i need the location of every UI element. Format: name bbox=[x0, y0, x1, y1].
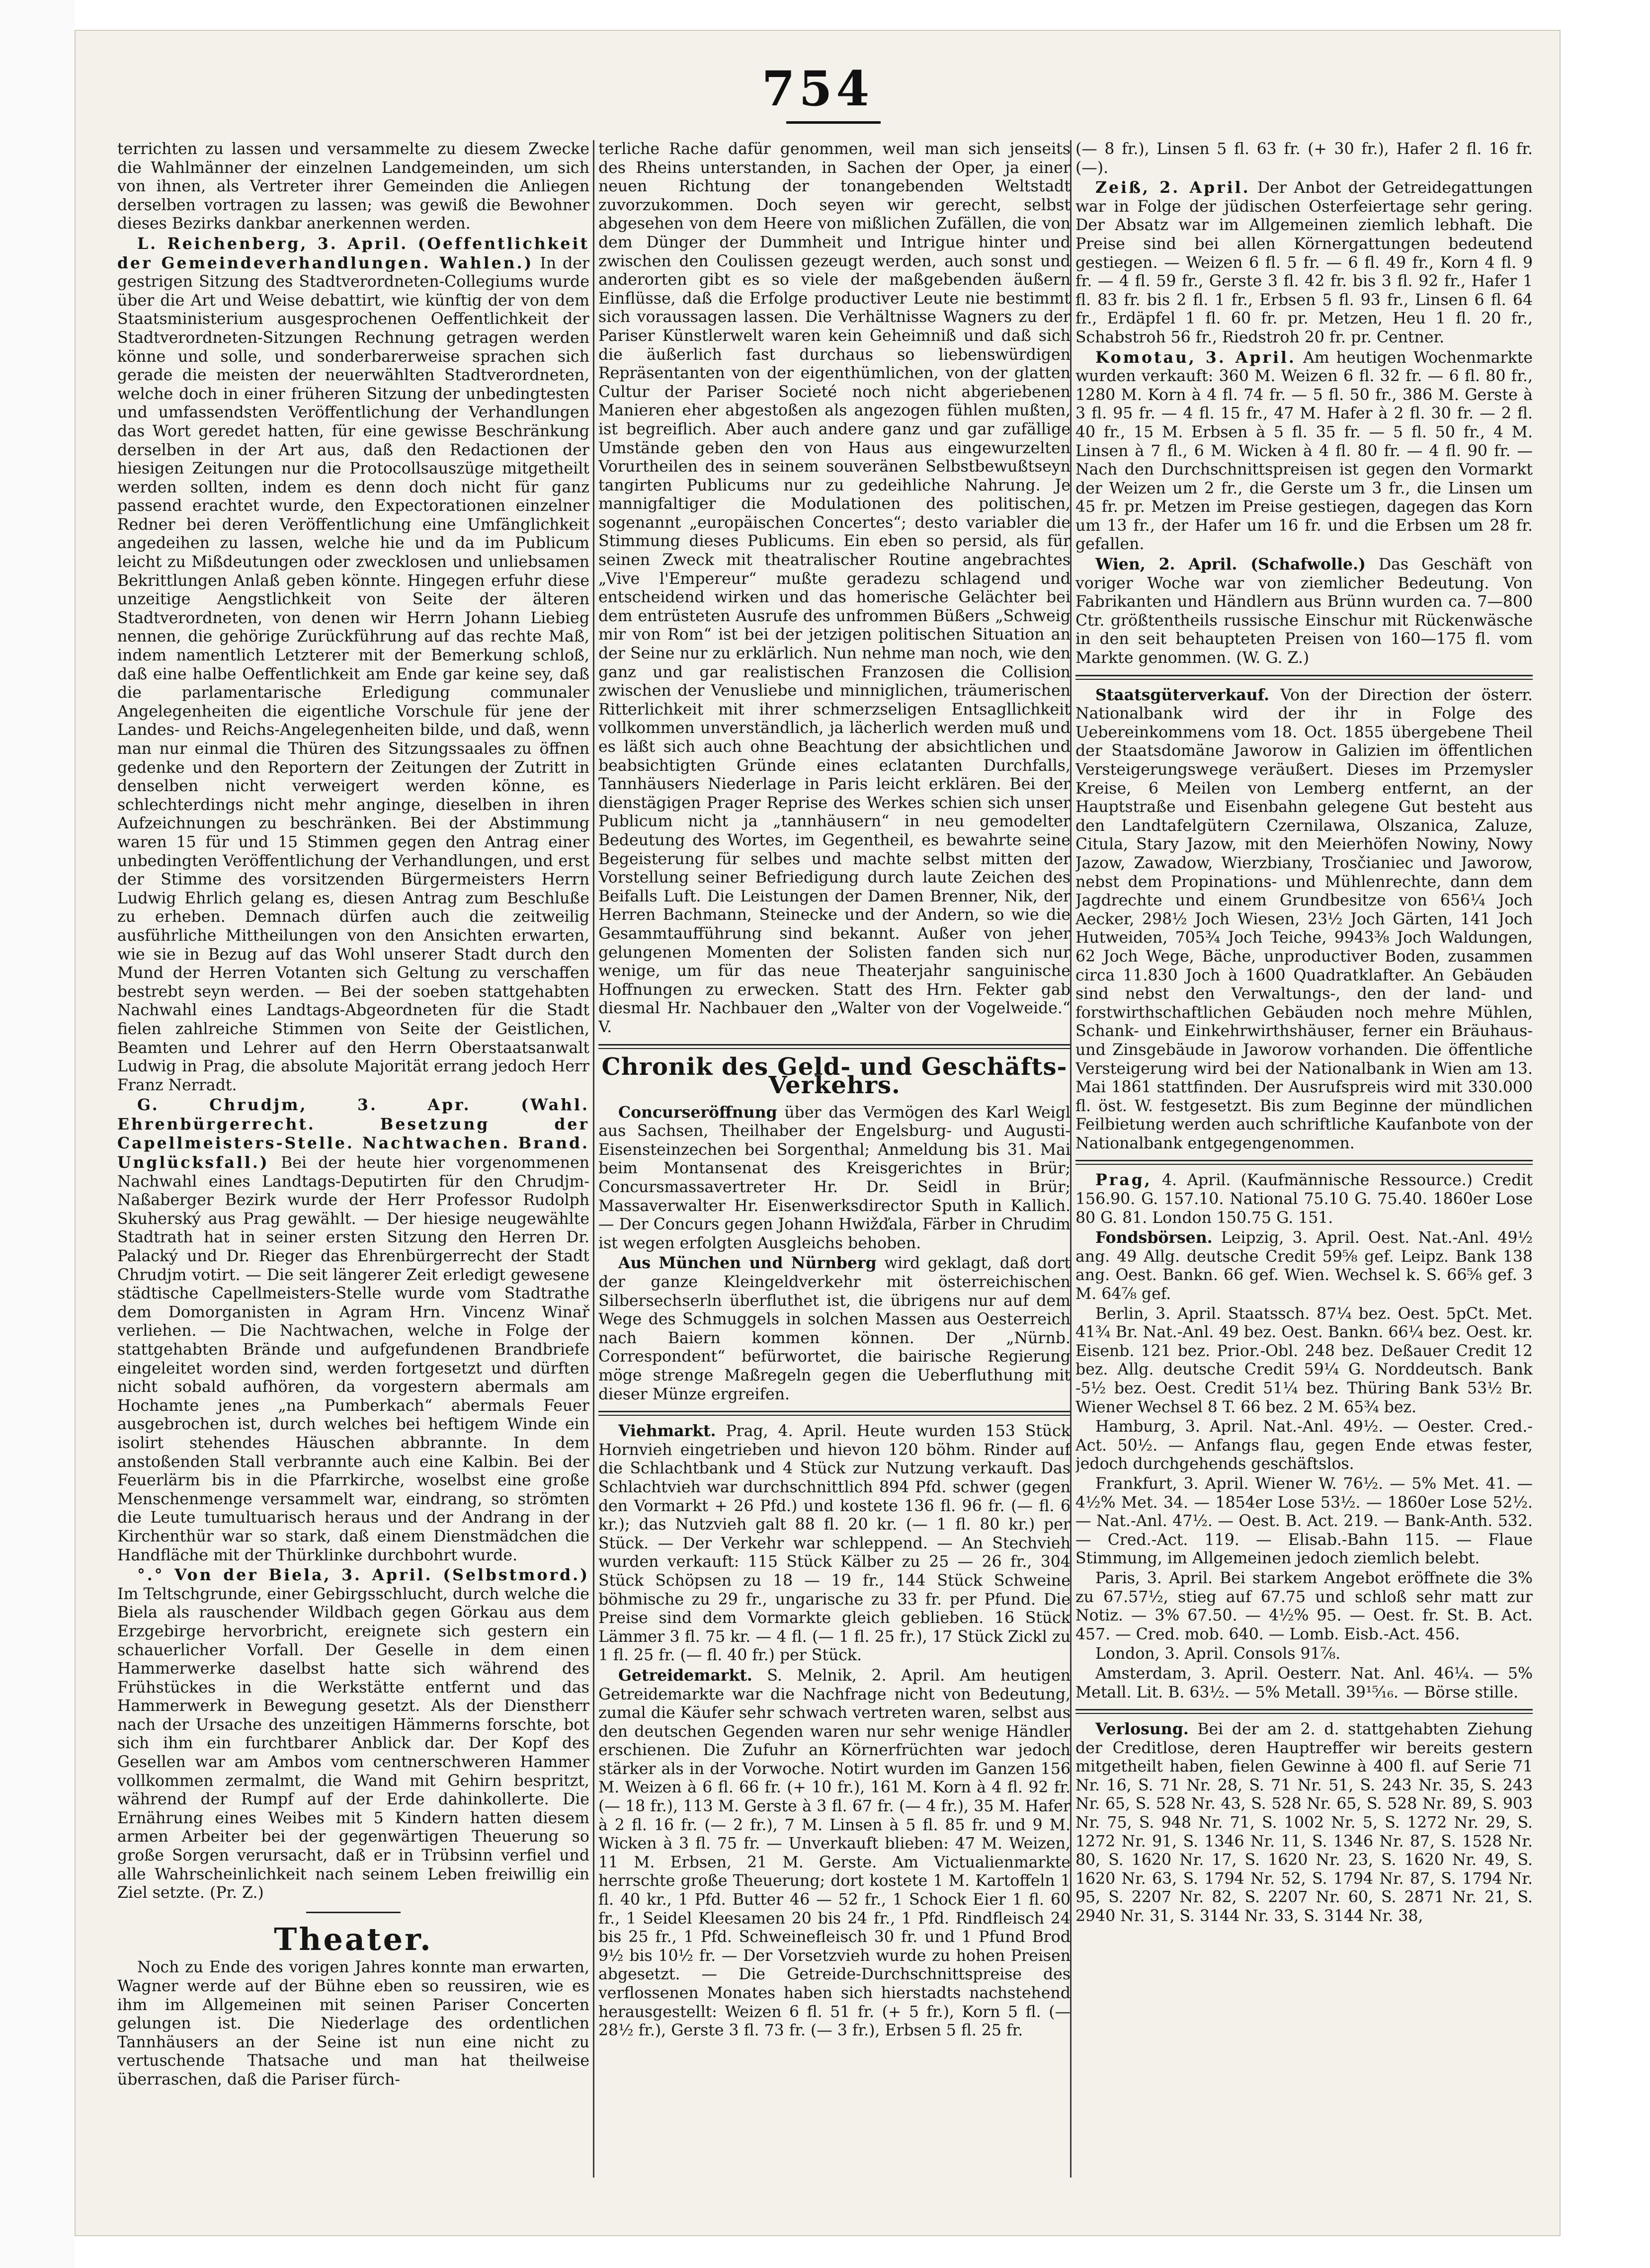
article-muenchen bbox=[598, 1254, 1071, 1404]
article-heading: Zeiß, 2. April. bbox=[1095, 178, 1250, 197]
article-theater-continued: terliche Rache dafür genommen, weil man sich jenseits des Rheins unterstanden, in Sachen der Oper, ja einer neuen Richtung der tonangebenden Weltstadt zuvorzukommen. Doch seyen wir gerecht, selbst abgesehen von dem Heere von mißlichen Zufällen, die von dem Dünger der Dummheit und Intrigue hinter und zwischen den Coulissen gezeugt werden, auch sonst und anderorten gibt es so viele der maßgebenden äußern Einflüsse, daß die Erfolge productiver Leute nie bestimmt sich voraussagen lassen. Die Verhältnisse Wagners zu der Pariser Künstlerwelt waren kein Geheimniß und daß sich die äußerlich fast durchaus so liebenswürdigen Repräsentanten von der eigenthümlichen, von der glatten Cultur der Pariser Societé noch nicht abgeriebenen Manieren eher abgestoßen als angezogen fühlen mußten, ist begreiflich. Aber auch andere ganz und gar zufällige Umstände geben den von Haus aus eingewurzelten Vorurtheilen des in seinem souveränen Selbstbewußtseyn tangirten Publicums nur zu gedeihliche Nahrung. Je mannigfaltiger die Modulationen des politischen, sogenannt „europäischen Concertes“; desto variabler die Stimmung dieses Publicums. Ein eben so persid, als für seinen Zweck mit theatralischer Routine angebrachtes „Vive l'Empereur“ mußte geradezu schlagend und entscheidend wirken und das homerische Gelächter bei dem entrüsteten Ausrufe des unfrommen Büßers „Schweig mir von Rom“ ist bei der jetzigen politischen Situation an der Seine nur zu erklärlich. Nun nehme man noch, wie den ganz und gar realistischen Franzosen die Collision zwischen der Venusliebe und minniglichen, träumerischen Ritterlichkeit mit ihrer schmerzseligen Entsagllichkeit vollkommen unverständlich, ja lächerlich werden muß und es läßt sich auch ohne Beachtung der absichtlichen und beabsichtigten Gründe eines eclatanten Durchfalls, Tannhäusers Niederlage in Paris leicht erklären. Bei der dienstägigen Prager Reprise des Werkes schien sich unser Publicum nicht ja „tannhäusern“ in neu gemodelter Bedeutung des Wortes, im Gegentheil, es bewahrte seine Begeisterung für selbes und machte selbst mitten der Vorstellung seiner Befriedigung durch laute Zeichen des Beifalls Luft. Die Leistungen der Damen Brenner, Nik, der Herren Bachmann, Steinecke und der Andern, so wie die Gesammtaufführung sind bekannt. Außer von jeher gelungenen Momenten der Solisten fanden sich nur wenige, um für das neue Theaterjahr sanguinische Hoffnungen zu erwecken. Statt des Hrn. Fekter gab diesmal Hr. Nachbauer den „Walter von der Vogelweide.“ V. bbox=[598, 140, 1071, 1036]
article-chrudim bbox=[117, 1096, 589, 1565]
section-rule bbox=[1075, 1160, 1533, 1165]
article-body: über das Vermögen des Karl Weigl aus Sachsen, Theilhaber der Engelsburg- und Augusti-Eisensteinzechen bei Sorgenthal; Anmeldung bis 31. Mai beim Montansenat des Kreisgerichtes in Brür; Concursmassavertreter Hr. Dr. Seidl in Brür; Massaverwalter Hr. Eisenwerksdirector Sputh in Kallich. — Der Concurs gegen Johann Hwižďala, Färber in Chrudim ist wegen erfolgten Ausgleichs behoben. bbox=[598, 1103, 1071, 1252]
article-prag-boerse bbox=[1075, 1171, 1533, 1227]
article-body: Im Teltschgrunde, einer Gebirgsschlucht, durch welche die Biela als rauschender Wildbach gegen Görkau aus dem Erzgebirge hervorbricht, ereignete sich gestern ein schauerlicher Vorfall. Der Geselle in dem einen Hammerwerke daselbst hatte sich während des Frühstückes in die Werkstätte entfernt und das Hammerwerk in Bewegung gesetzt. Als der Dienstherr nach der Ursache des unzeitigen Hämmerns forschte, bot sich ihm ein furchtbarer Anblick dar. Der Kopf des Gesellen war am Ambos vom centnerschweren Hammer vollkommen zermalmt, die Wand mit Gehirn bespritzt, während der Rumpf auf der Erde dahinkollerte. Die Ernährung eines Weibes mit 5 Kindern hatten diesem armen Arbeiter bei der gegenwärtigen Theuerung so große Sorgen verursacht, daß er in Trübsinn verfiel und alle Wahrscheinlichkeit nach seinem Leben freiwillig ein Ziel setzte. (Pr. Z.) bbox=[117, 1585, 589, 1902]
article-komotau bbox=[1075, 348, 1533, 555]
article-verlosung bbox=[1075, 1720, 1533, 1926]
newspaper-page bbox=[75, 30, 1561, 2236]
article-body: In der gestrigen Sitzung des Stadtverordneten-Collegiums wurde über die Art und Weise debattirt, wie künftig der von dem Staatsministerium ausgesprochenen Oeffentlichkeit der Stadtverordneten-Sitzungen Rechnung getragen werden könne und solle, und sonderbarerweise sprachen sich gerade die meisten der neuerwählten Stadtverordneten, welche doch in einer früheren Sitzung der unbedingtesten und umfassendsten Veröffentlichung der Verhandlungen das Wort geredet hatten, für eine gewisse Beschränkung derselben in der Art aus, daß den Redactionen der hiesigen Zeitungen nur die Protocollsauszüge mitgetheilt werden sollten, indem es denn doch nicht für ganz passend erachtet wurde, den Expectorationen einzelner Redner bei deren Veröffentlichung eine Umfänglichkeit angedeihen zu lassen, welche hie und da im Publicum leicht zu Mißdeutungen oder zwecklosen und unliebsamen Bekrittlungen Anlaß geben könnte. Hingegen erfuhr diese unzeitige Aengstlichkeit von Seite der älteren Stadtverordneten, von denen wir Herrn Johann Liebieg nennen, die gehörige Zurückführung auf das rechte Maß, indem namentlich Letzterer mit der Bemerkung schloß, daß eine halbe Oeffentlichkeit am Ende gar keine sey, daß die parlamentarische Erledigung communaler Angelegenheiten die eigentliche Vorschule für jene der Landes- und Reichs-Angelegenheiten bilde, und daß, wenn man nur einmal die Thüren des Sitzungssaales zu öffnen gedenke und den Reportern der Zeitungen der Zutritt in denselben nicht verweigert werden könne, es schlechterdings nicht mehr anginge, dieselben in ihren Aufzeichnungen zu beschränken. Bei der Abstimmung waren 15 für und 15 Stimmen gegen den Antrag einer unbedingten Veröffentlichung der Verhandlungen, und erst der Stimme des vorsitzenden Bürgermeisters Herrn Ludwig Ehrlich gelang es, diesen Antrag zum Beschluße zu erheben. Demnach dürfen auch die zeitweilig ausführliche Mittheilungen von den Ansichten erwarten, wie sie in Bezug auf das Wohl unserer Stadt durch den Mund der Herren Votanten sich Geltung zu verschaffen bestrebt seyn werden. — Bei der soeben stattgehabten Nachwahl eines Landtags-Abgeordneten für die Stadt fielen zahlreiche Stimmen von Seite der Geistlichen, Beamten und Lehrer auf den Herrn Oberstaatsanwalt Ludwig in Prag, die absolute Majorität errang jedoch Herr Franz Nerradt. bbox=[117, 254, 589, 1094]
article-body: S. Melnik, 2. April. Am heutigen Getreidemarkte war die Nachfrage nicht von Bedeutung, zumal die Käufer sehr schwach vertreten waren, selbst aus den deutschen Gegenden waren nur sehr wenige Händler erschienen. Die Zufuhr an Körnerfrüchten war jedoch stärker als in der Vorwoche. Notirt wurden im Ganzen 156 M. Weizen à 6 fl. 66 fr. (+ 10 fr.), 161 M. Korn à 4 fl. 92 fr. (— 18 fr.), 113 M. Gerste à 3 fl. 67 fr. (— 4 fr.), 35 M. Hafer à 2 fl. 16 fr. (— 2 fr.), 7 M. Linsen à 5 fl. 85 fr. und 9 M. Wicken à 3 fl. 75 fr. — Unverkauft blieben: 47 M. Weizen, 11 M. Erbsen, 21 M. Gerste. Am Victualienmarkte herrschte große Theuerung; dort kostete 1 M. Kartoffeln 1 fl. 40 kr., 1 Pfd. Butter 46 — 52 fr., 1 Schock Eier 1 fl. 60 fr., 1 Seidel Kleesamen 20 bis 24 fr., 1 Pfd. Rindfleisch 24 bis 25 fr., 1 Pfd. Schweinefleisch 30 fr. und 1 Pfund Brod 9½ bis 10½ fr. — Der Vorsetzvieh wurde zu hohen Preisen abgesetzt. — Die Getreide-Durchschnittspreise des verflossenen Monates haben sich hierstadts nachstehend herausgestellt: Weizen 6 fl. 51 fr. (+ 5 fr.), Korn 5 fl. (— 28½ fr.), Gerste 3 fl. 73 fr. (— 3 fr.), Erbsen 5 fl. 25 fr. bbox=[598, 1666, 1071, 2040]
article-heading: Prag, bbox=[1095, 1171, 1152, 1190]
column-2 bbox=[598, 140, 1071, 2207]
article-body: 4. April. (Kaufmännische Ressource.) Credit 156.90. G. 157.10. National 75.10 G. 75.40. 1860er Lose 80 G. 81. London 150.75 G. 151. bbox=[1075, 1171, 1533, 1227]
page-number: 754 bbox=[761, 61, 874, 117]
market-amsterdam: Amsterdam, 3. April. Oesterr. Nat. Anl. 46¼. — 5% Metall. Lit. B. 63½. — 5% Metall. 39¹⁵⁄₁₆. — Börse stille. bbox=[1075, 1664, 1533, 1701]
article-wien bbox=[1075, 555, 1533, 668]
column-1 bbox=[117, 140, 589, 2207]
column-divider bbox=[593, 140, 594, 2178]
article-text: terrichten zu lassen und versammelte zu diesem Zwecke die Wahlmänner der einzelnen Landgemeinden, um sich von ihnen, als Vertreter ihrer Gemeinden die Anliegen derselben vortragen zu lassen; was gewiß die Bewohner dieses Bezirks dankbar anerkennen werden. bbox=[117, 140, 589, 233]
article-biela bbox=[117, 1566, 589, 1903]
section-rule bbox=[598, 1044, 1071, 1049]
article-heading: Fondsbörsen. bbox=[1095, 1228, 1213, 1247]
article-body: Am heutigen Wochenmarkte wurden verkauft: 360 M. Weizen 6 fl. 32 fr. — 6 fl. 80 fr., 1280 M. Korn à 4 fl. 74 fr. — 5 fl. 50 fr., 386 M. Gerste à 3 fl. 95 fr. — 4 fl. 15 fr., 47 M. Hafer à 2 fl. 30 fr. — 2 fl. 40 fr., 15 M. Erbsen à 5 fl. 35 fr. — 5 fl. 50 fr., 4 M. Linsen à 7 fl., 6 M. Wicken à 4 fl. 80 fr. — 4 fl. 90 fr. — Nach den Durchschnittspreisen ist gegen den Vormarkt der Weizen um 2 fr., die Gerste um 3 fr., die Linsen um 45 fr. pr. Metzen im Preise gestiegen, dagegen das Korn um 13 fr., der Hafer um 16 fr. und die Erbsen um 28 fr. gefallen. bbox=[1075, 348, 1533, 554]
article-fondsboersen bbox=[1075, 1228, 1533, 1303]
market-hamburg: Hamburg, 3. April. Nat.-Anl. 49½. — Oester. Cred.-Act. 50½. — Anfangs flau, gegen Ende etwas fester, jedoch durchgehends geschäftslos. bbox=[1075, 1418, 1533, 1473]
market-berlin: Berlin, 3. April. Staatssch. 87¼ bez. Oest. 5pCt. Met. 41¾ Br. Nat.-Anl. 49 bez. Oest. Bankn. 66¼ bez. Oest. kr. Eisenb. 121 bez. Prior.-Obl. 248 bez. Deßauer Credit 12 bez. Allg. deutsche Credit 59¼ G. Norddeutsch. Bank -5½ bez. Oest. Credit 51¼ bez. Thüring Bank 53½ Br. Wiener Wechsel 8 T. 66 bez. 2 M. 65¾ bez. bbox=[1075, 1304, 1533, 1416]
article-heading: Komotau, 3. April. bbox=[1095, 348, 1296, 367]
chronik-section-title: Chronik des Geld- und Geschäfts-Verkehrs. bbox=[601, 1053, 1068, 1100]
article-heading: L. Reichenberg, 3. April. (Oeffentlichkeit der Gemeindeverhandlungen. Wahlen.) bbox=[117, 234, 589, 272]
article-concurs bbox=[598, 1103, 1071, 1253]
article-heading: G. Chrudjm, 3. Apr. (Wahl. Ehrenbürgerrecht. Besetzung der Capellmeisters-Stelle. Nachtwachen. Brand. Unglücksfall.) bbox=[117, 1096, 589, 1172]
article-heading: Staatsgüterverkauf. bbox=[1095, 685, 1269, 704]
scan-margin bbox=[0, 0, 75, 2268]
column-3 bbox=[1075, 140, 1533, 2207]
article-body: Prag, 4. April. Heute wurden 153 Stück Hornvieh eingetrieben und hievon 120 böhm. Rinder auf die Schlachtbank und 4 Stück zur Nutzung verkauft. Das Schlachtvieh war durchschnittlich 894 Pfd. schwer (gegen den Vormarkt + 26 Pfd.) und kostete 136 fl. 96 fr. (— fl. 6 kr.); das Nutzvieh galt 88 fl. 20 kr. (— 1 fl. 80 kr.) per Stück. — Der Verkehr war schleppend. — An Stechvieh wurden verkauft: 115 Stück Kälber zu 25 — 26 fr., 304 Stück Schöpsen zu 18 — 19 fr., 144 Stück Schweine böhmische zu 29 fr., ungarische zu 33 fr. per Pfund. Die Preise sind dem Vormarkte gleich geblieben. 16 Stück Lämmer 3 fl. 75 kr. — 4 fl. (— 1 fl. 25 fr.), 17 Stück Zickl zu 1 fl. 25 fr. (— fl. 40 fr.) per Stück. bbox=[598, 1422, 1071, 1665]
article-body: Der Anbot der Getreidegattungen war in Folge der jüdischen Osterfeiertage sehr gering. Der Absatz war im Allgemeinen ziemlich lebhaft. Die Preise sind bei allen Körnergattungen bedeutend gestiegen. — Weizen 6 fl. 5 fr. — 6 fl. 49 fr., Korn 4 fl. 9 fr. — 4 fl. 59 fr., Gerste 3 fl. 42 fr. bis 3 fl. 92 fr., Hafer 1 fl. 83 fr. bis 2 fl. 1 fr., Erbsen 5 fl. 93 fr., Linsen 6 fl. 64 fr., Erdäpfel 1 fl. 60 fr. pr. Metzen, Heu 1 fl. 20 fr., Schabstroh 56 fr., Riedstroh 20 fr. pr. Centner. bbox=[1075, 179, 1533, 346]
article-staatsgueter bbox=[1075, 686, 1533, 1153]
article-text: (— 8 fr.), Linsen 5 fl. 63 fr. (+ 30 fr.), Hafer 2 fl. 16 fr. (—). bbox=[1075, 140, 1533, 177]
article-body: wird geklagt, daß dort der ganze Kleingeldverkehr mit österreichischen Silbersechserln überfluthet ist, die übrigens nur auf dem Wege des Schmuggels in solchen Massen aus Oesterreich nach Baiern kommen können. Der „Nürnb. Correspondent“ befürwortet, die bairische Regierung möge strenge Maßregeln gegen die Ueberfluthung mit dieser Münze ergreifen. bbox=[598, 1254, 1071, 1403]
article-body: Bei der heute hier vorgenommenen Nachwahl eines Landtags-Deputirten für den Chrudjm-Naßaberger Bezirk wurde der Herr Professor Rudolph Skuherský aus Prag gewählt. — Der hiesige neugewählte Stadtrath hat in seiner ersten Sitzung den Herren Dr. Palacký und Dr. Rieger das Ehrenbürgerrecht der Stadt Chrudjm votirt. — Die seit längerer Zeit erledigt gewesene städtische Capellmeisters-Stelle wurde vom Stadtrathe dem Domorganisten in Agram Hrn. Vincenz Winař verliehen. — Die Nachtwachen, welche in Folge der stattgehabten Brände und aufgefundenen Brandbriefe eingeleitet worden sind, werden fortgesetzt und dürften nicht sobald aufhören, da vorgestern abermals am Hochamte jenes „na Pumberkach“ abermals Feuer ausgebrochen ist, durch welches bei heftigem Winde ein isolirt stehendes Häuschen abbrannte. In dem anstoßenden Stall verbrannte auch eine Kalbin. Bei der Feuerlärm bis in die Pfarrkirche, woselbst eine große Menschenmenge versammelt war, eindrang, so strömten die Leute tumultuarisch heraus und der Andrang in der Kirchenthür war so stark, daß einem Dienstmädchen die Handfläche mit der Thürklinke durchbohrt wurde. bbox=[117, 1154, 589, 1564]
section-rule bbox=[1075, 675, 1533, 680]
market-frankfurt: Frankfurt, 3. April. Wiener W. 76½. — 5% Met. 41. — 4½% Met. 34. — 1854er Lose 53½. — 1860er Lose 52½. — Nat.-Anl. 47½. — Oest. B. Act. 219. — Bank-Anth. 532. — Cred.-Act. 119. — Elisab.-Bahn 115. — Flaue Stimmung, im Allgemeinen jedoch ziemlich belebt. bbox=[1075, 1474, 1533, 1568]
article-theater: Noch zu Ende des vorigen Jahres konnte man erwarten, Wagner werde auf der Bühne eben so reussiren, wie es ihm im Allgemeinen mit seinen Pariser Concerten gelungen ist. Die Niederlage des ordentlichen Tannhäusers an der Seine ist nun eine nicht zu vertuschende Thatsache und man hat theilweise überraschen, daß die Pariser fürch- bbox=[117, 1958, 589, 2089]
article-heading: Aus München und Nürnberg bbox=[618, 1254, 877, 1273]
article-heading: Wien, 2. April. (Schafwolle.) bbox=[1095, 555, 1366, 574]
article-getreidemarkt bbox=[598, 1666, 1071, 2040]
article-heading: Getreidemarkt. bbox=[618, 1666, 752, 1685]
article-heading: Concurseröffnung bbox=[618, 1103, 777, 1122]
section-rule bbox=[1075, 1709, 1533, 1714]
theater-section-title: Theater. bbox=[274, 1921, 433, 1957]
market-paris: Paris, 3. April. Bei starkem Angebot eröffnete die 3% zu 67.57½, stieg auf 67.75 und schloß sehr matt zur Notiz. — 3% 67.50. — 4½% 95. — Oest. fr. St. B. Act. 457. — Cred. mob. 640. — Lomb. Eisb.-Act. 456. bbox=[1075, 1569, 1533, 1643]
market-london: London, 3. April. Consols 91⅞. bbox=[1095, 1645, 1341, 1663]
section-rule bbox=[598, 1411, 1071, 1416]
article-body: Bei der am 2. d. stattgehabten Ziehung der Creditlose, deren Hauptreffer wir bereits gestern mitgetheilt haben, fielen Gewinne à 400 fl. auf Serie 71 Nr. 16, S. 71 Nr. 28, S. 71 Nr. 51, S. 243 Nr. 35, S. 243 Nr. 65, S. 528 Nr. 43, S. 528 Nr. 65, S. 528 Nr. 89, S. 903 Nr. 75, S. 948 Nr. 71, S. 1002 Nr. 5, S. 1272 Nr. 29, S. 1272 Nr. 91, S. 1346 Nr. 11, S. 1346 Nr. 87, S. 1528 Nr. 80, S. 1620 Nr. 17, S. 1620 Nr. 23, S. 1620 Nr. 49, S. 1620 Nr. 63, S. 1794 Nr. 52, S. 1794 Nr. 87, S. 1794 Nr. 95, S. 2207 Nr. 82, S. 2207 Nr. 60, S. 2871 Nr. 21, S. 2940 Nr. 31, S. 3144 Nr. 33, S. 3144 Nr. 38, bbox=[1075, 1720, 1533, 1926]
article-body: Das Geschäft von voriger Woche war von ziemlicher Bedeutung. Von Fabrikanten und Händlern aus Brünn wurden ca. 7—800 Ctr. größtentheils russische Einschur mit Rückenwäsche in den seit behaupteten Preisen von 160—175 fl. vom Markte genommen. (W. G. Z.) bbox=[1075, 556, 1533, 667]
article-body: Von der Direction der österr. Nationalbank wird der ihr in Folge des Uebereinkommens vom 18. Oct. 1855 übergebene Theil der Staatsdomäne Jaworow in Galizien im öffentlichen Versteigerungswege veräußert. Dieses im Przemysler Kreise, 6 Meilen von Lemberg entfernt, an der Hauptstraße und Eisenbahn gelegene Gut besteht aus den Landtafelgütern Czernilawa, Olszanica, Zaluze, Citula, Stary Jazow, mit den Meierhöfen Nowiny, Nowy Jazow, Zawadow, Wierzbiany, Trosčianiec und Jaworow, nebst dem Propinations- und Mühlenrechte, dann dem Jagdrechte und einem Grundbesitze von 656¼ Joch Aecker, 298½ Joch Wiesen, 23½ Joch Gärten, 141 Joch Hutweiden, 705¾ Joch Teiche, 9943⅜ Joch Waldungen, 62 Joch Wege, Bäche, unproductiver Boden, zusammen circa 11.830 Joch à 1600 Quadratklafter. An Gebäuden sind nebst den Verwaltungs-, den der land- und forstwirthschaftlichen Gebäuden noch mehre Mühlen, Schank- und Einkehrwirthshäuser, ferner ein Bräuhaus- und Zinsgebäude in Jaworow vorhanden. Die öffentliche Versteigerung wird bei der Nationalbank in Wien am 13. Mai 1861 stattfinden. Der Ausrufspreis wird mit 330.000 fl. öst. W. festgesetzt. Bis zum Beginne der mündlichen Feilbietung werden auch schriftliche Kaufanbote von der Nationalbank entgegengenommen. bbox=[1075, 686, 1533, 1152]
article-heading: Verlosung. bbox=[1095, 1720, 1189, 1739]
article-body: Leipzig, 3. April. Oest. Nat.-Anl. 49½ ang. 49 Allg. deutsche Credit 59⅝ gef. Leipz. Bank 138 ang. Oest. Bankn. 66 gef. Wien. Wechsel k. S. 66⅝ gef. 3 M. 64⅞ gef. bbox=[1075, 1229, 1533, 1303]
article-reichenberg bbox=[117, 235, 589, 1095]
article-zeiss bbox=[1075, 178, 1533, 347]
article-heading: Viehmarkt. bbox=[618, 1422, 716, 1441]
article-heading: °.° Von der Biela, 3. April. (Selbstmord.) bbox=[137, 1566, 589, 1585]
article-viehmarkt bbox=[598, 1422, 1071, 1665]
page-number-underline bbox=[786, 121, 881, 124]
section-rule bbox=[306, 1912, 401, 1913]
